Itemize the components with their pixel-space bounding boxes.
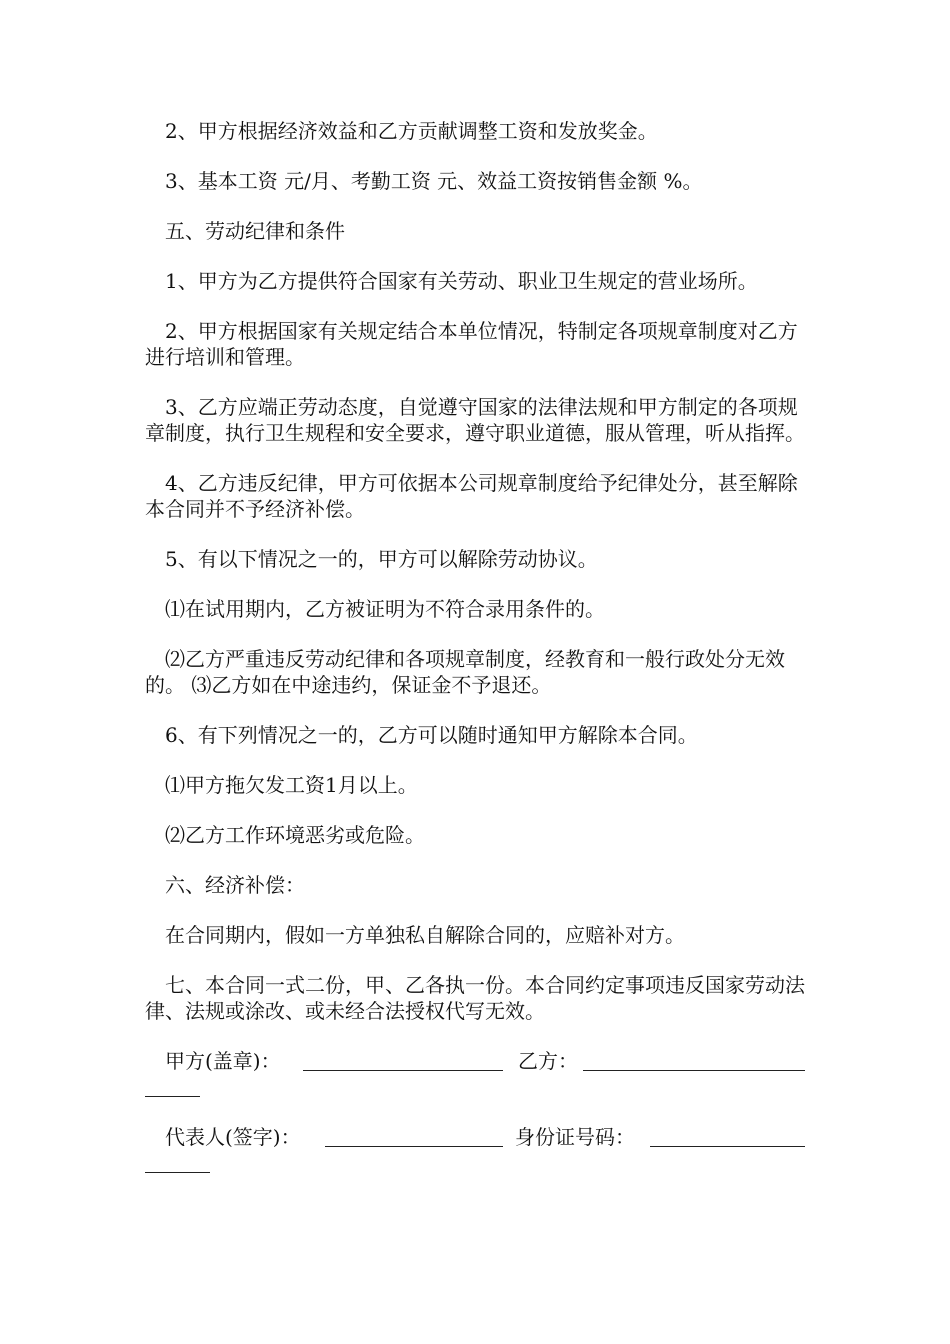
clause-5-5-item-2: ⑵乙方严重违反劳动纪律和各项规章制度，经教育和一般行政处分无效的。 ⑶乙方如在中途违约，保证金不予退还。 — [145, 647, 785, 697]
document-page — [145, 118, 810, 1200]
section-5-heading: 五、劳动纪律和条件 — [165, 219, 345, 243]
section-7-text: 七、本合同一式二份，甲、乙各执一份。本合同约定事项违反国家劳动法律、法规或涂改、或未经合法授权代写无效。 — [145, 973, 805, 1023]
party-a-label: 甲方(盖章)： — [165, 1049, 281, 1073]
id-number-blank[interactable] — [650, 1146, 805, 1147]
clause-2-salary-adjustment: 2、甲方根据经济效益和乙方贡献调整工资和发放奖金。 — [165, 119, 658, 143]
clause-6-text: 在合同期内，假如一方单独私自解除合同的，应赔补对方。 — [165, 923, 685, 947]
clause-5-4: 4、乙方违反纪律，甲方可依据本公司规章制度给予纪律处分，甚至解除本合同并不予经济补偿。 — [145, 471, 798, 521]
clause-5-6: 6、有下列情况之一的，乙方可以随时通知甲方解除本合同。 — [165, 723, 698, 747]
clause-5-5-item-1: ⑴在试用期内，乙方被证明为不符合录用条件的。 — [165, 597, 605, 621]
clause-5-6-item-2: ⑵乙方工作环境恶劣或危险。 — [165, 823, 425, 847]
representative-blank[interactable] — [325, 1146, 503, 1147]
id-number-blank-continued[interactable] — [145, 1172, 210, 1173]
id-number-label: 身份证号码： — [515, 1125, 635, 1149]
party-b-label: 乙方： — [518, 1049, 578, 1073]
signature-row-representative — [145, 1124, 810, 1176]
party-b-blank[interactable] — [583, 1070, 805, 1071]
section-6-heading: 六、经济补偿： — [165, 873, 305, 897]
clause-5-2: 2、甲方根据国家有关规定结合本单位情况，特制定各项规章制度对乙方进行培训和管理。 — [145, 319, 798, 369]
clause-5-1: 1、甲方为乙方提供符合国家有关劳动、职业卫生规定的营业场所。 — [165, 269, 758, 293]
clause-5-6-item-1: ⑴甲方拖欠发工资1月以上。 — [165, 773, 418, 797]
clause-3-basic-salary: 3、基本工资 元/月、考勤工资 元、效益工资按销售金额 %。 — [165, 169, 703, 193]
party-a-blank[interactable] — [303, 1070, 503, 1071]
representative-label: 代表人(签字)： — [165, 1125, 301, 1149]
clause-5-5: 5、有以下情况之一的，甲方可以解除劳动协议。 — [165, 547, 598, 571]
clause-5-3: 3、乙方应端正劳动态度，自觉遵守国家的法律法规和甲方制定的各项规章制度，执行卫生规程和安全要求，遵守职业道德，服从管理，听从指挥。 — [145, 395, 805, 445]
party-b-blank-continued[interactable] — [145, 1096, 200, 1097]
signature-row-parties — [145, 1048, 810, 1100]
